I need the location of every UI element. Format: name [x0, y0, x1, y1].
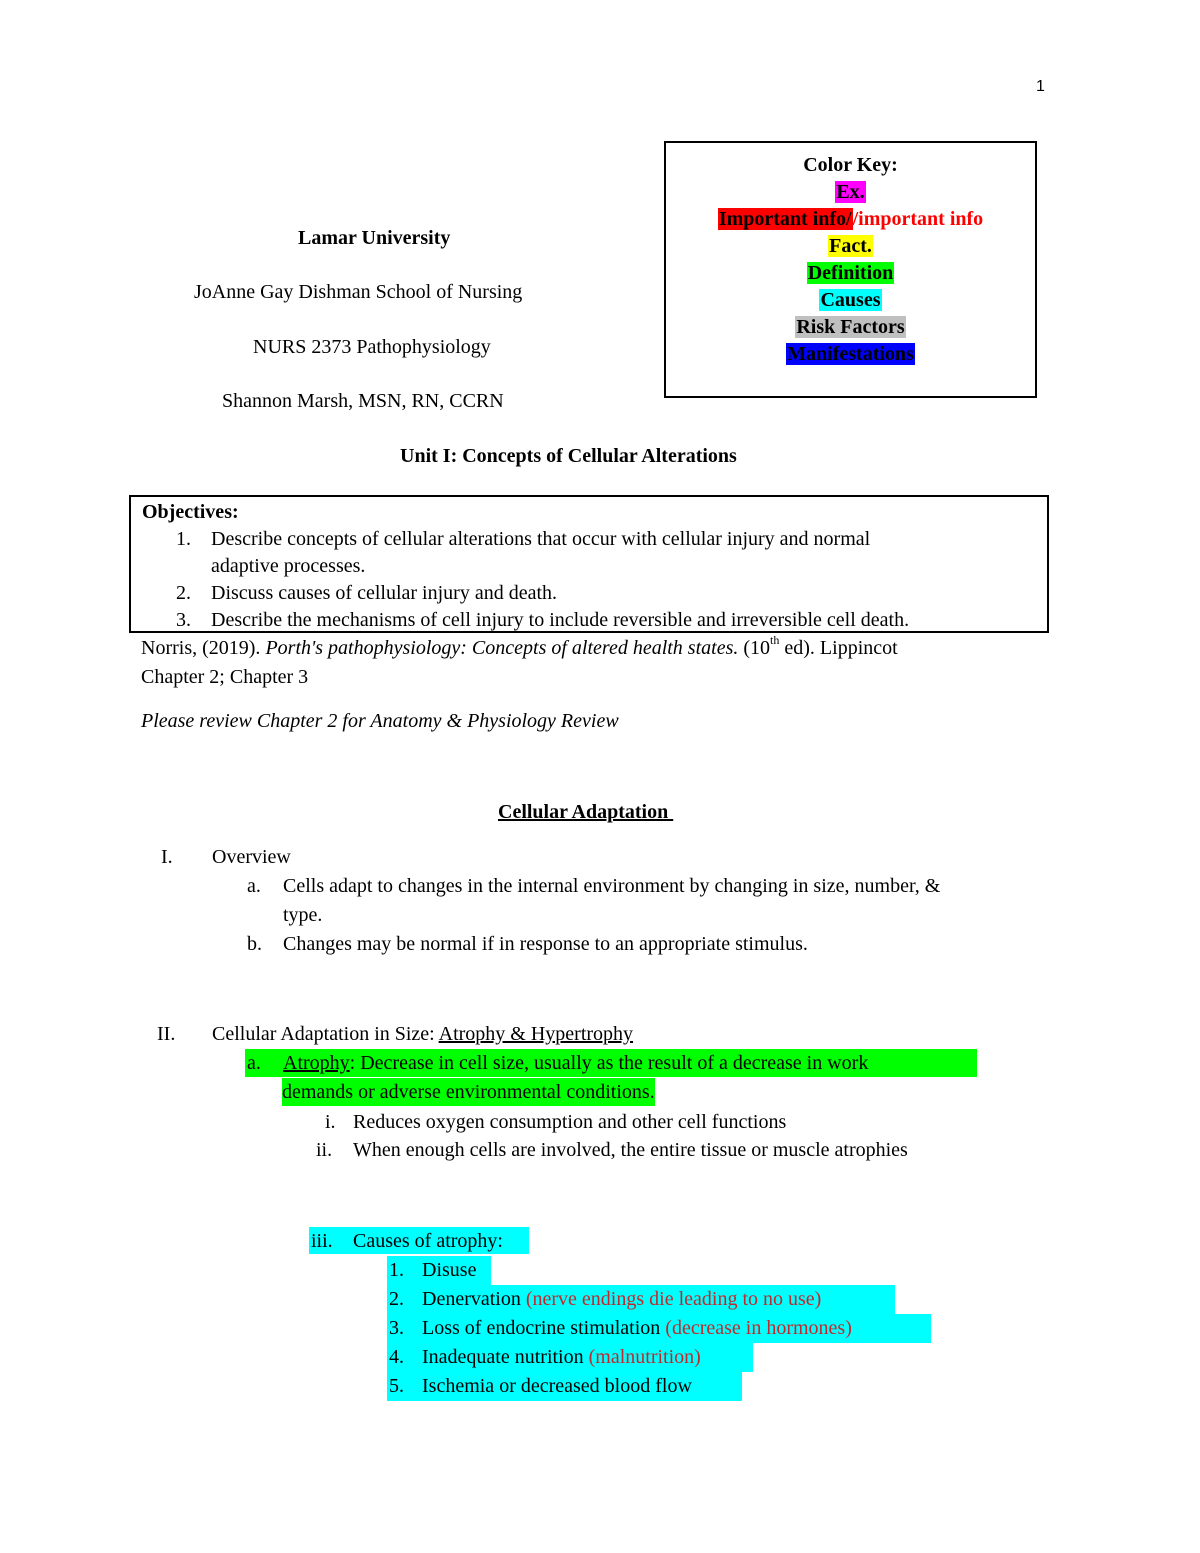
outline-roman: iii. [311, 1230, 333, 1252]
color-key-ex: Ex. [836, 181, 865, 203]
reference-chapters: Chapter 2; Chapter 3 [141, 666, 309, 688]
atrophy-definition-text: : Decrease in cell size, usually as the result of a decrease in work [349, 1052, 869, 1074]
unit-title: Unit I: Concepts of Cellular Alterations [400, 445, 737, 467]
objective-number: 3. [176, 609, 191, 631]
cause-note: (decrease in hormones) [665, 1317, 852, 1339]
outline-roman: i. [325, 1111, 336, 1133]
outline-letter: a. [247, 875, 261, 897]
atrophy-point-i: Reduces oxygen consumption and other cell functions [353, 1111, 787, 1133]
cause-number: 2. [389, 1288, 404, 1310]
section-title: Cellular Adaptation [498, 801, 674, 823]
objectives-heading: Objectives: [142, 501, 239, 523]
university-name: Lamar University [298, 227, 451, 249]
size-heading-label: Cellular Adaptation in Size: [212, 1023, 439, 1045]
cause-number: 3. [389, 1317, 404, 1339]
atrophy-point-ii: When enough cells are involved, the entire tissue or muscle atrophies [353, 1139, 908, 1161]
reference-citation [141, 634, 898, 662]
objective-text: Discuss causes of cellular injury and death. [211, 582, 558, 604]
cause-label: Inadequate nutrition [422, 1346, 589, 1368]
review-note: Please review Chapter 2 for Anatomy & Physiology Review [141, 710, 619, 732]
color-key-fact: Fact. [829, 235, 872, 257]
objectives-box [129, 495, 1049, 633]
objective-text: Describe the mechanisms of cell injury to include reversible and irreversible cell death. [211, 609, 910, 631]
cause-note: (nerve endings die leading to no use) [525, 1288, 822, 1310]
school-name: JoAnne Gay Dishman School of Nursing [194, 281, 523, 303]
atrophy-term: Atrophy [283, 1052, 350, 1074]
overview-label: Overview [212, 846, 291, 868]
reference-edition-sup: th [770, 633, 780, 647]
outline-letter: a. [247, 1052, 261, 1074]
instructor-name: Shannon Marsh, MSN, RN, CCRN [222, 390, 504, 412]
reference-edition-post: ed). Lippincot [779, 637, 898, 659]
outline-number: II. [157, 1023, 176, 1045]
cause-number: 1. [389, 1259, 404, 1281]
objective-number: 2. [176, 582, 191, 604]
overview-point-a: Cells adapt to changes in the internal environment by changing in size, number, & [283, 875, 941, 897]
size-heading-topics: Atrophy & Hypertrophy [438, 1023, 634, 1045]
color-key-causes: Causes [820, 289, 881, 311]
outline-number: I. [161, 846, 173, 868]
cause-text [422, 1314, 852, 1342]
reference-author: Norris, (2019). [141, 637, 266, 659]
color-key-important-highlight: Important info/ [718, 208, 852, 230]
causes-heading: Causes of atrophy: [353, 1230, 503, 1252]
outline-letter: b. [247, 933, 262, 955]
cause-label: Denervation [422, 1288, 526, 1310]
cause-text: Ischemia or decreased blood flow [422, 1375, 692, 1397]
course-name: NURS 2373 Pathophysiology [253, 336, 491, 358]
cause-number: 5. [389, 1375, 404, 1397]
objective-text-continued: adaptive processes. [211, 555, 366, 577]
cause-text [422, 1285, 821, 1313]
color-key-risk-factors: Risk Factors [796, 316, 905, 338]
color-key-title: Color Key: [803, 154, 898, 176]
overview-point-a-continued: type. [283, 904, 323, 926]
color-key-box [664, 141, 1037, 398]
overview-point-b: Changes may be normal if in response to an appropriate stimulus. [283, 933, 808, 955]
cause-label: Loss of endocrine stimulation [422, 1317, 666, 1339]
color-key-definition: Definition [807, 262, 894, 284]
reference-edition-pre: (10 [738, 637, 771, 659]
cause-text [422, 1343, 701, 1371]
color-key-important-text: /important info [852, 208, 984, 230]
objective-number: 1. [176, 528, 191, 550]
page-number: 1 [1036, 78, 1045, 95]
reference-book-title: Porth's pathophysiology: Concepts of altered health states. [265, 637, 739, 659]
cause-number: 4. [389, 1346, 404, 1368]
cause-text: Disuse [422, 1259, 477, 1281]
objective-text: Describe concepts of cellular alterations that occur with cellular injury and normal [211, 528, 871, 550]
color-key-manifestations: Manifestations [787, 343, 914, 365]
atrophy-definition-continued: demands or adverse environmental conditions. [282, 1078, 655, 1106]
outline-roman: ii. [316, 1139, 333, 1161]
cause-note: (malnutrition) [588, 1346, 701, 1368]
atrophy-definition [283, 1049, 868, 1077]
size-heading [212, 1020, 633, 1048]
